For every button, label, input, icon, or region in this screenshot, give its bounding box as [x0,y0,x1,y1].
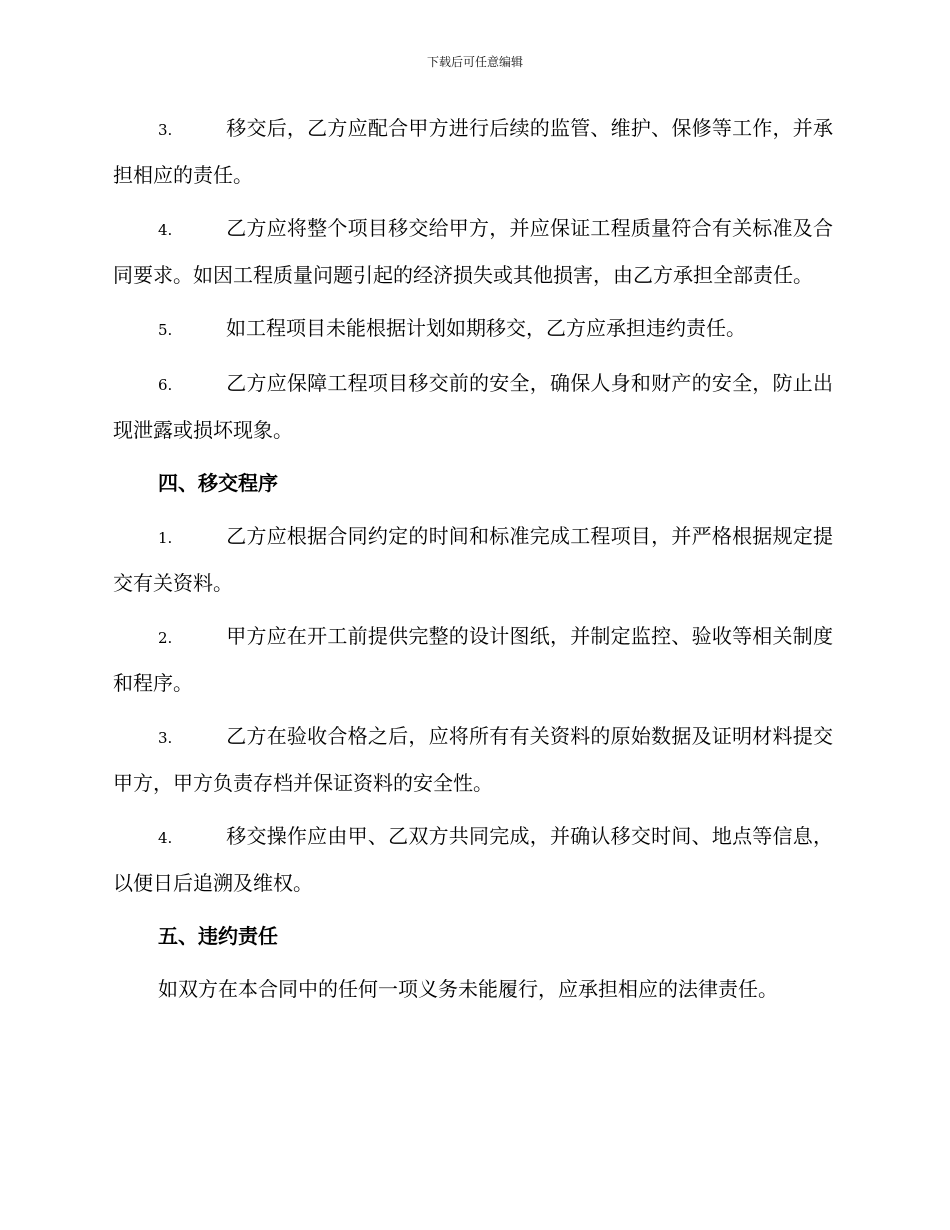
clause-text: 乙方在验收合格之后，应将所有有关资料的原始数据及证明材料提交甲方，甲方负责存档并保证资料的安全性。 [113,724,833,795]
section-heading-handover-procedure: 四、移交程序 [158,471,278,495]
clause-4-project-transfer [113,206,833,298]
breach-liability-paragraph: 如双方在本合同中的任何一项义务未能履行，应承担相应的法律责任。 [158,977,778,1001]
section-heading-breach-liability: 五、违约责任 [158,924,278,948]
procedure-3-submit-materials [113,714,833,806]
procedure-4-joint-handover [113,814,833,906]
clause-number: 5. [158,321,173,339]
clause-6-safety [113,361,833,453]
clause-text: 乙方应将整个项目移交给甲方，并应保证工程质量符合有关标准及合同要求。如因工程质量问题引起的经济损失或其他损害，由乙方承担全部责任。 [113,216,833,287]
clause-number: 3. [158,121,173,139]
clause-number: 1. [158,529,173,547]
clause-3-handover-support [113,106,833,198]
page-header: 下载后可任意编辑 [426,55,523,69]
clause-number: 6. [158,376,173,394]
clause-number: 2. [158,629,173,647]
clause-text: 如工程项目未能根据计划如期移交，乙方应承担违约责任。 [226,316,746,340]
clause-text: 乙方应根据合同约定的时间和标准完成工程项目，并严格根据规定提交有关资料。 [113,524,833,595]
clause-number: 3. [158,729,173,747]
clause-number: 4. [158,829,173,847]
clause-5-delay-liability [113,306,833,353]
document-body [113,106,833,1020]
clause-text: 乙方应保障工程项目移交前的安全，确保人身和财产的安全，防止出现泄露或损坏现象。 [113,371,833,442]
clause-text: 移交操作应由甲、乙双方共同完成，并确认移交时间、地点等信息，以便日后追溯及维权。 [113,824,833,895]
procedure-1-complete-project [113,514,833,606]
clause-text: 移交后，乙方应配合甲方进行后续的监管、维护、保修等工作，并承担相应的责任。 [113,116,833,187]
clause-number: 4. [158,221,173,239]
procedure-2-design-drawings [113,614,833,706]
clause-text: 甲方应在开工前提供完整的设计图纸，并制定监控、验收等相关制度和程序。 [113,624,833,695]
